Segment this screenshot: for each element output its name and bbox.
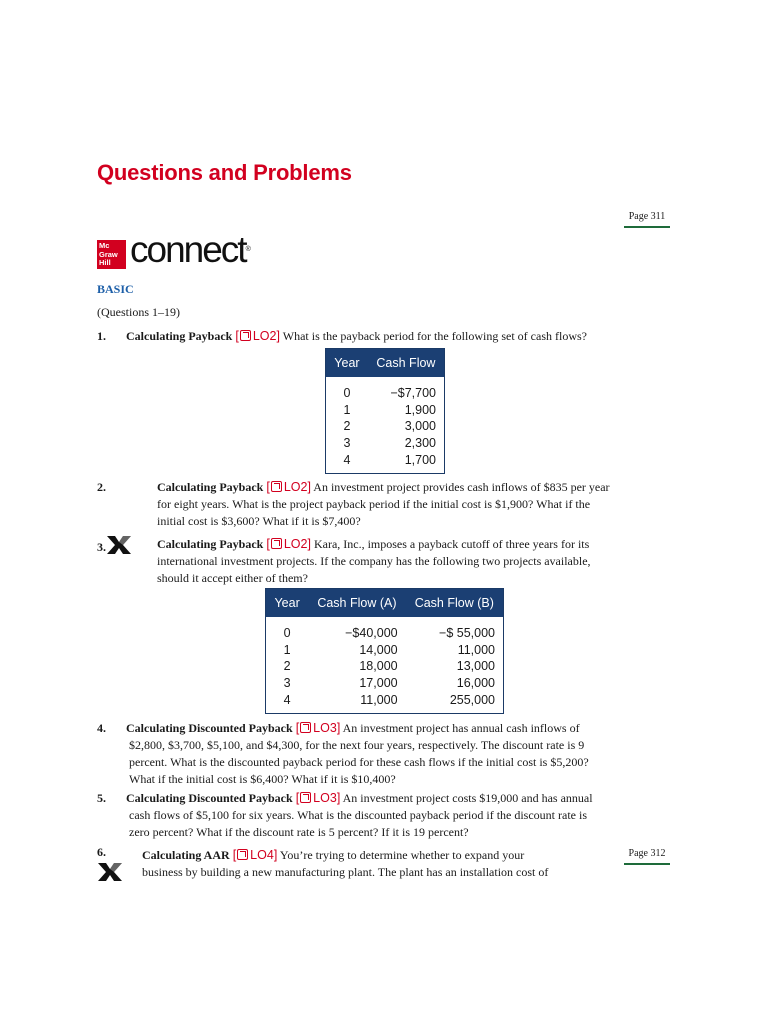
table-row: 0 −$7,700	[343, 386, 436, 400]
table-row: 3 2,300	[343, 436, 436, 451]
excel-master-icon	[97, 862, 123, 882]
external-link-icon	[300, 792, 311, 803]
table-row: 4 1,700	[343, 452, 436, 467]
problem-title: Calculating Payback	[157, 537, 264, 551]
column-header: Year	[326, 349, 368, 378]
column-header: Cash Flow (A)	[308, 589, 405, 618]
connect-wordmark: connect®	[130, 229, 251, 270]
problem-number: 2.	[97, 480, 106, 494]
column-header: Cash Flow (B)	[406, 589, 504, 618]
table-row: 0 −$40,000 −$ 55,000	[283, 626, 495, 640]
problem-number: 4.	[97, 721, 106, 735]
table-row: 2 18,000 13,000	[283, 659, 495, 674]
learning-objective-link[interactable]: [ LO2]	[266, 480, 311, 494]
section-heading: Questions and Problems	[97, 160, 352, 185]
cash-flow-table-2	[265, 588, 504, 714]
table-header-row	[326, 349, 445, 378]
excel-master-icon	[106, 535, 132, 555]
question-range: (Questions 1–19)	[97, 305, 180, 319]
problem-2: Calculating Payback [ LO2] An investment project provides cash inflows of $835 per year for eight years. What is the project payback period if the initial cost is $1,900? What if the initial cost is $3,600? What if it is $7,400?	[157, 480, 610, 528]
problem-number: 5.	[97, 791, 106, 805]
external-link-icon	[300, 722, 311, 733]
learning-objective-link[interactable]: [ LO3]	[295, 721, 341, 735]
problem-title: Calculating Discounted Payback	[126, 721, 293, 735]
problem-3: Calculating Payback [ LO2] Kara, Inc., imposes a payback cutoff of three years for its international investment projects. If the company has the following two projects available, should it accept either of them?	[157, 537, 591, 585]
column-header: Year	[266, 589, 309, 618]
page-marker-312: Page 312	[624, 848, 670, 865]
page-marker-311: Page 311	[624, 211, 670, 228]
table-row: 4 11,000 255,000	[283, 692, 495, 707]
table-row: 2 3,000	[343, 419, 436, 434]
section-label: BASIC	[97, 282, 134, 296]
problem-title: Calculating AAR	[142, 848, 230, 862]
table-row: 1 1,900	[343, 402, 436, 417]
external-link-icon	[237, 849, 248, 860]
external-link-icon	[271, 481, 282, 492]
table-header-row	[266, 589, 504, 618]
problem-number-with-excel: 3.	[97, 535, 147, 556]
problem-title: Calculating Discounted Payback	[126, 791, 293, 805]
problem-title: Calculating Payback	[126, 329, 233, 343]
table-row: 1 14,000 11,000	[283, 642, 495, 657]
learning-objective-link[interactable]: [ LO2]	[235, 329, 280, 343]
table-row: 3 17,000 16,000	[283, 676, 495, 691]
mcgraw-hill-logo: Mc Graw Hill	[97, 240, 126, 269]
external-link-icon	[240, 330, 251, 341]
problem-5: 5. Calculating Discounted Payback [ LO3] An investment project costs $19,000 and has annual cash flows of $5,100 for six years. What is the discounted payback period if the discount rate is zero percent? What if the discount rate is 5 percent? If it is 19 percent?	[97, 791, 593, 839]
learning-objective-link[interactable]: [ LO3]	[295, 791, 341, 805]
cash-flow-table-1	[325, 348, 445, 474]
problem-1: 1. Calculating Payback [ LO2] What is the payback period for the following set of cash flows?	[97, 329, 587, 343]
problem-4: 4. Calculating Discounted Payback [ LO3] An investment project has annual cash inflows of $2,800, $3,700, $5,100, and $4,300, for the next four years, respectively. The discount rate is 9 percent. What is the discounted payback period for these cash flows if the initial cost is $5,200? What if the initial cost is $6,400? What if it is $10,400?	[97, 721, 589, 786]
learning-objective-link[interactable]: [ LO4]	[232, 848, 278, 862]
problem-number: 1.	[97, 329, 106, 343]
problem-6: Calculating AAR [ LO4] You’re trying to determine whether to expand your business by building a new manufacturing plant. The plant has an installation cost of	[142, 848, 549, 879]
problem-number-with-excel: 6.	[97, 844, 137, 882]
problem-title: Calculating Payback	[157, 480, 264, 494]
learning-objective-link[interactable]: [ LO2]	[266, 537, 311, 551]
external-link-icon	[271, 538, 282, 549]
column-header: Cash Flow	[368, 349, 445, 378]
